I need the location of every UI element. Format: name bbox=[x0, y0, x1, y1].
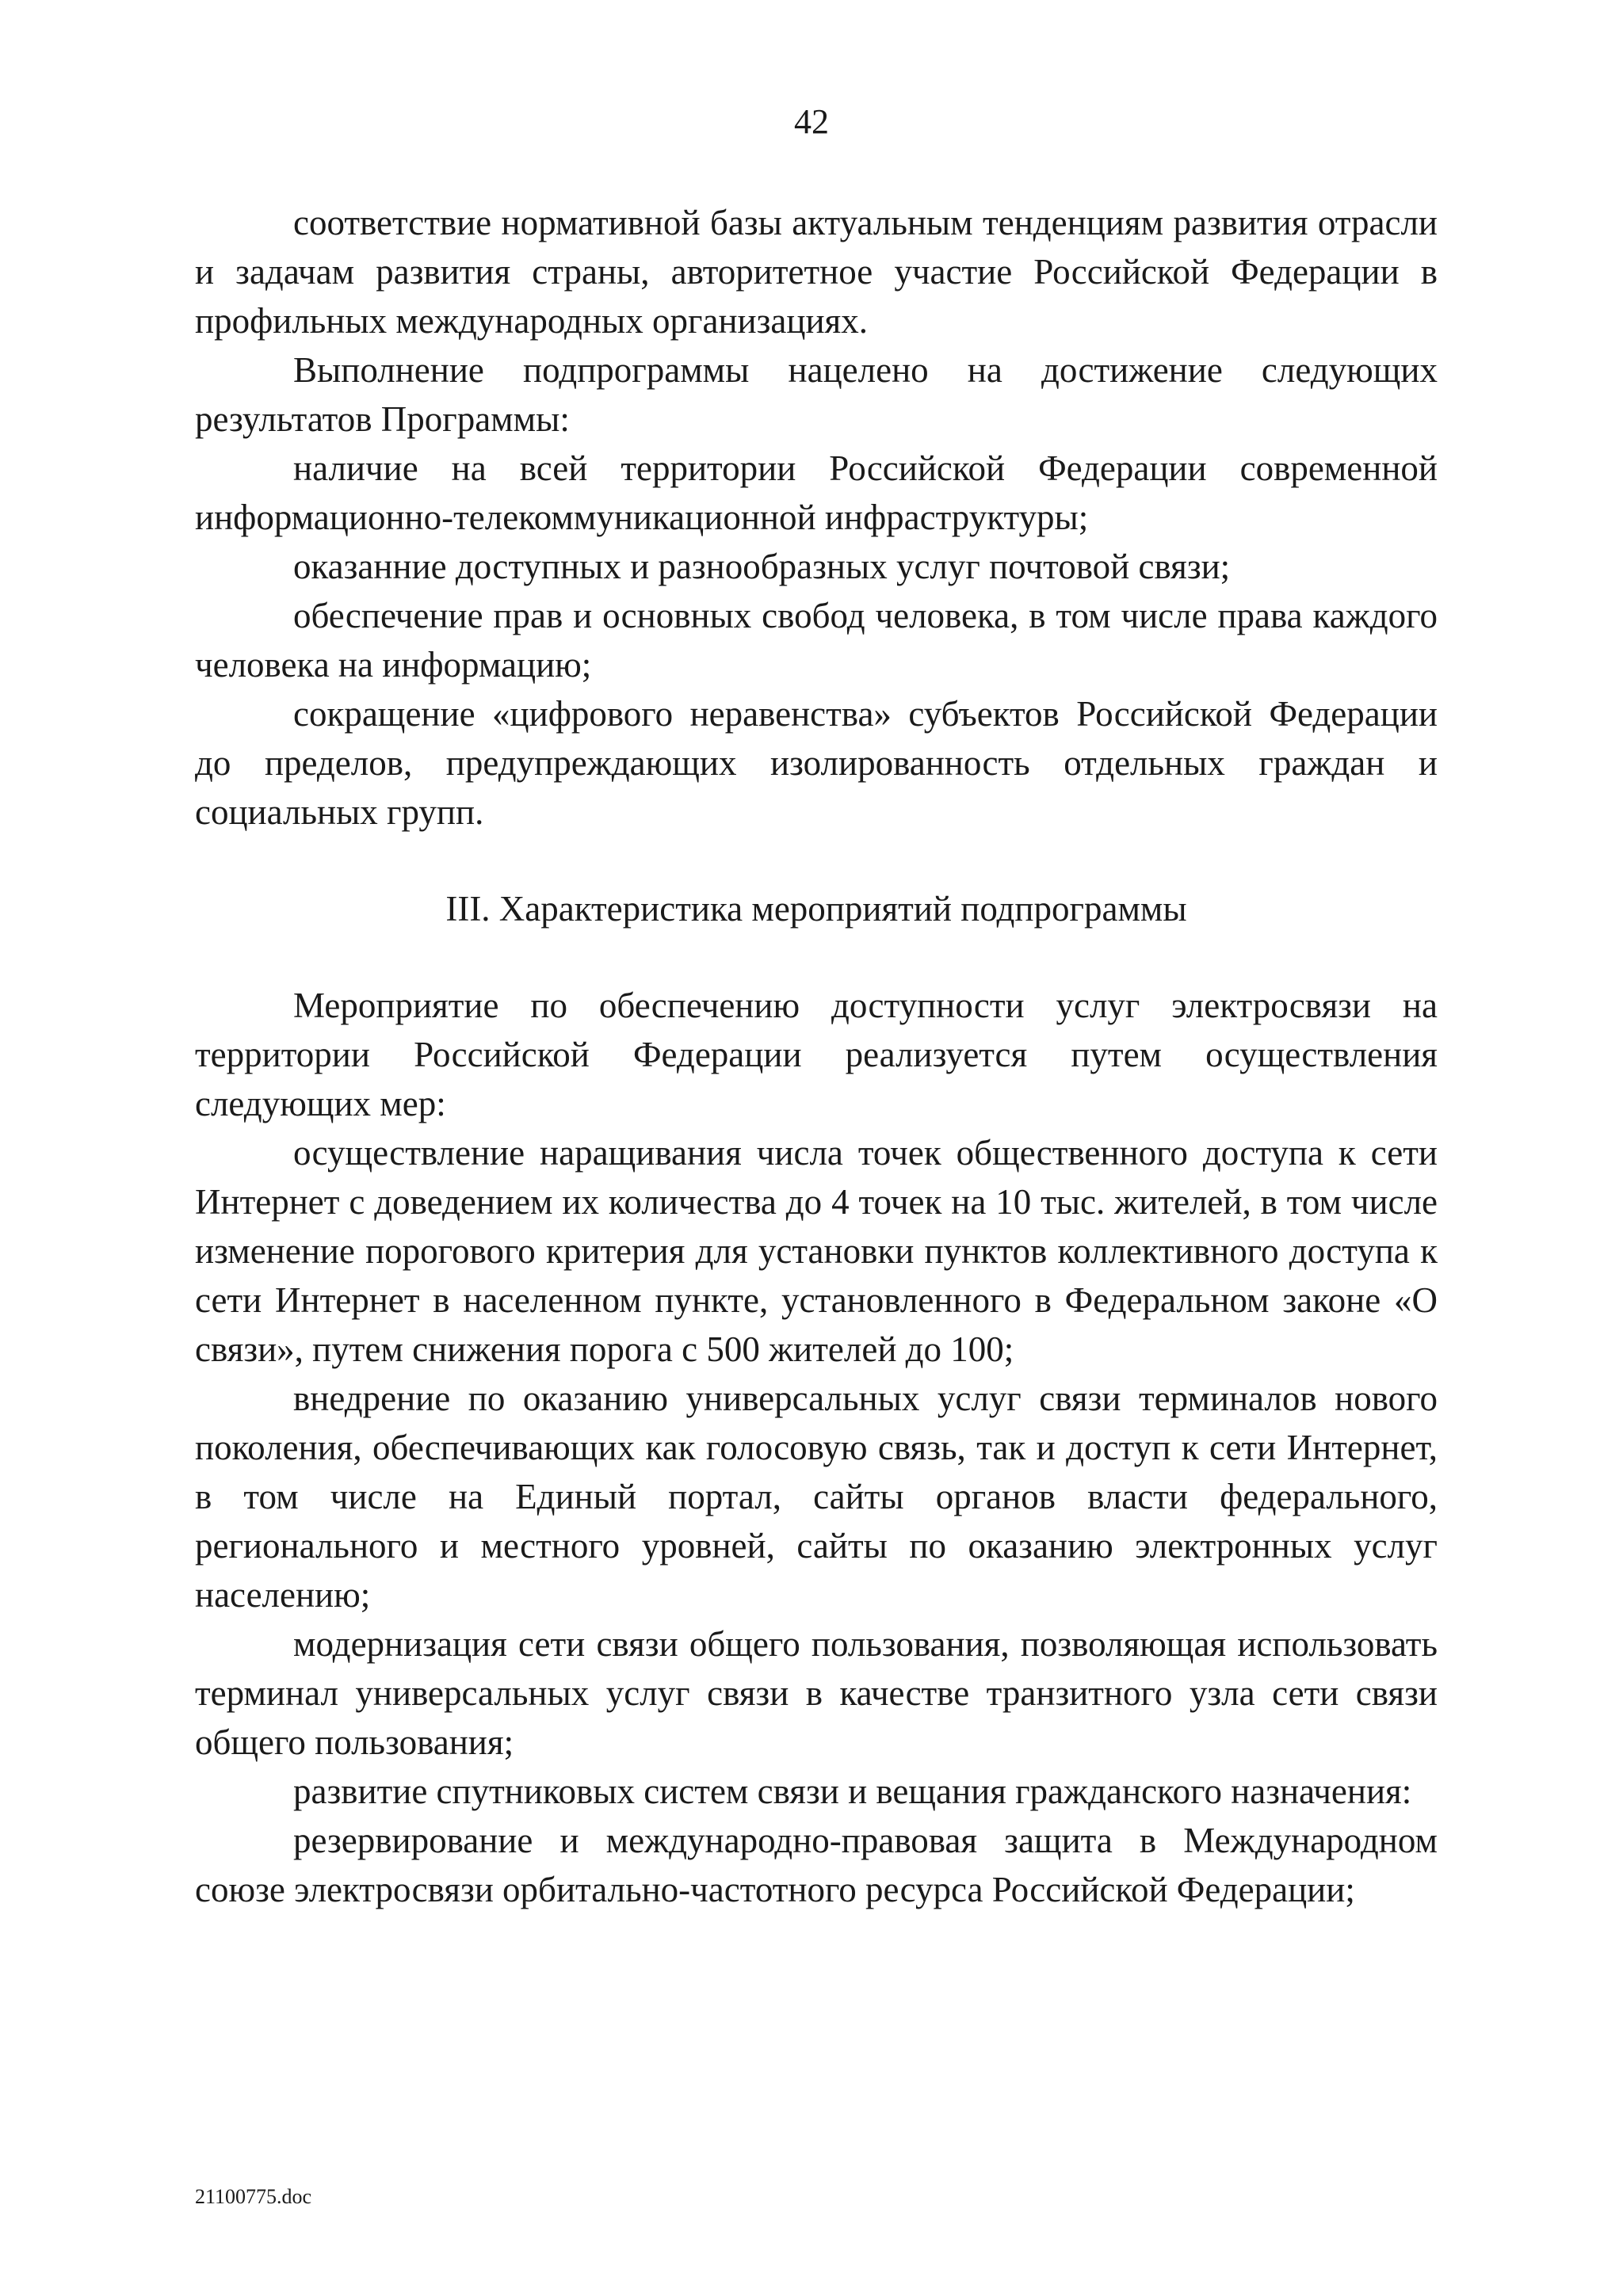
list-item: модернизация сети связи общего пользования, позволяющая использовать терминал универсальных услуг связи в качестве транзитного узла сети связи общего пользования; bbox=[195, 1624, 1438, 1762]
document-body bbox=[195, 198, 1438, 1914]
page-number: 42 bbox=[794, 102, 829, 141]
list-item: оказанние доступных и разнообразных услуг почтовой связи; bbox=[293, 547, 1231, 586]
list-item: наличие на всей территории Российской Федерации современной информационно-телекоммуникационной инфраструктуры; bbox=[195, 448, 1438, 537]
paragraph: соответствие нормативной базы актуальным тенденциям развития отрасли и задачам развития страны, авторитетное участие Российской Федерации в профильных международных организациях. bbox=[195, 203, 1438, 341]
list-item: обеспечение прав и основных свобод человека, в том числе права каждого человека на информацию; bbox=[195, 596, 1438, 685]
list-item: осуществление наращивания числа точек общественного доступа к сети Интернет с доведением их количества до 4 точек на 10 тыс. жителей, в том числе изменение порогового критерия для установки пунктов коллективного доступа к сети Интернет в населенном пункте, установленного в Федеральном законе «О связи», путем снижения порога с 500 жителей до 100; bbox=[195, 1133, 1438, 1369]
list-item: развитие спутниковых систем связи и вещания гражданского назначения: bbox=[293, 1772, 1412, 1811]
paragraph: Выполнение подпрограммы нацелено на достижение следующих результатов Программы: bbox=[195, 350, 1438, 439]
list-item: внедрение по оказанию универсальных услуг связи терминалов нового поколения, обеспечивающих как голосовую связь, так и доступ к сети Интернет, в том числе на Единый портал, сайты органов власти федерального, регионального и местного уровней, сайты по оказанию электронных услуг населению; bbox=[195, 1379, 1438, 1615]
section-heading: III. Характеристика мероприятий подпрограммы bbox=[445, 889, 1187, 929]
footer-doc-id: 21100775.doc bbox=[195, 2185, 312, 2208]
list-item: сокращение «цифрового неравенства» субъектов Российской Федерации до пределов, предупреждающих изолированность отдельных граждан и социальных групп. bbox=[195, 694, 1438, 832]
list-item: резервирование и международно-правовая защита в Международном союзе электросвязи орбитально-частотного ресурса Российской Федерации; bbox=[195, 1821, 1438, 1909]
paragraph: Мероприятие по обеспечению доступности услуг электросвязи на территории Российской Федерации реализуется путем осуществления следующих мер: bbox=[195, 986, 1438, 1123]
